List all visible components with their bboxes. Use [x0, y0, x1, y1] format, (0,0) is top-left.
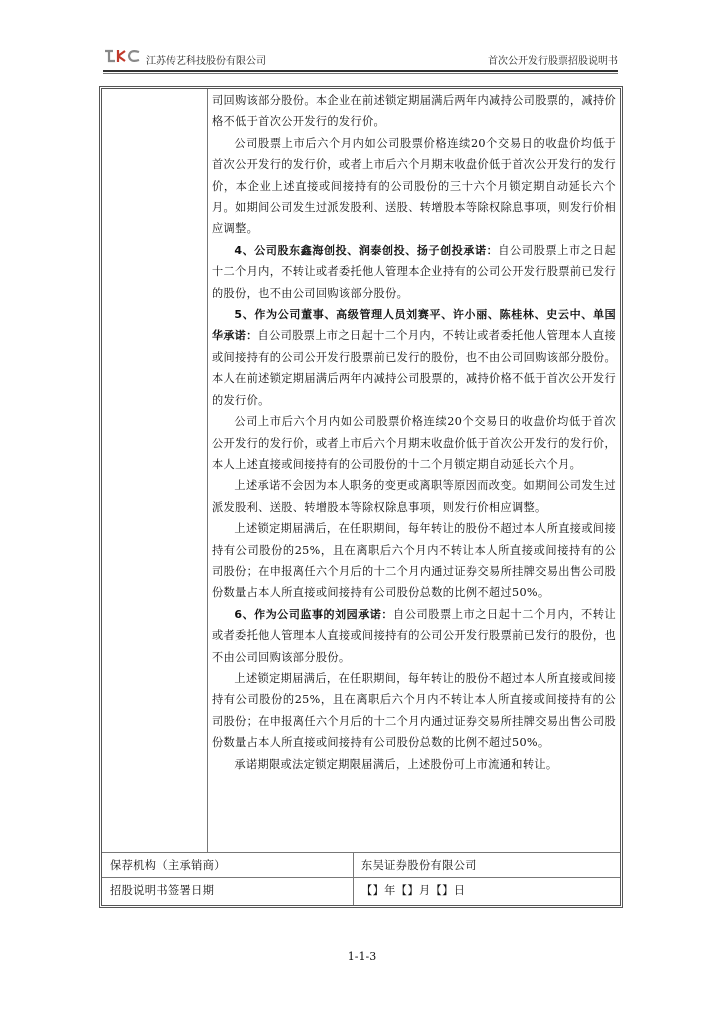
- sponsor-value: 东吴证券股份有限公司: [361, 859, 477, 872]
- paragraph-heading: 4、公司股东鑫海创投、润泰创投、扬子创投承诺：: [234, 243, 499, 257]
- paragraph: 上述锁定期届满后，在任职期间，每年转让的股份不超过本人所直接或间接持有公司股份的25%，且在离职后六个月内不转让本人所直接或间接持有的公司股份；在申报离任六个月后的十二个月内通过证券交易所挂牌交易出售公司股份数量占本人所直接或间接持有公司股份总数的比例不超过50%。: [212, 671, 616, 750]
- sign-date-value: 【】年【】月【】日: [361, 884, 466, 897]
- table-column-divider: [207, 89, 208, 852]
- sign-date-label: 招股说明书签署日期: [110, 884, 215, 897]
- header-rule-thin: [103, 73, 618, 74]
- header-rule-thick: [103, 70, 618, 72]
- commitment-text: [212, 90, 616, 775]
- paragraph: 公司股票上市后六个月内如公司股票价格连续20个交易日的收盘价均低于首次公开发行的发行价，或者上市后六个月期末收盘价低于首次公开发行的发行价，本企业上述直接或间接持有的公司股份的三十六个月锁定期自动延长六个月。如期间公司发生过派发股利、送股、转增股本等除权除息事项，则发行价相应调整。: [212, 136, 616, 236]
- paragraph-heading: 6、作为公司监事的刘园承诺：: [234, 607, 393, 621]
- paragraph: 上述锁定期届满后，在任职期间，每年转让的股份不超过本人所直接或间接持有公司股份的25%，且在离职后六个月内不转让本人所直接或间接持有的公司股份；在申报离任六个月后的十二个月内通过证券交易所挂牌交易出售公司股份数量占本人所直接或间接持有公司股份总数的比例不超过50%。: [212, 522, 616, 600]
- paragraph-heading: 5、作为公司董事、高级管理人员刘赛平、许小丽、陈桂林、史云中、单国华承诺：: [212, 308, 616, 343]
- table-column-divider: [353, 852, 354, 905]
- paragraph: [212, 604, 616, 668]
- company-name: 江苏传艺科技股份有限公司: [146, 56, 266, 67]
- paragraph-body: 自公司股票上市之日起十二个月内，不转让或者委托他人管理本企业持有的公司公开发行股票前已发行的股份，也不由公司回购该部分股份。: [212, 243, 616, 300]
- table-row-divider: [102, 852, 620, 853]
- page-header: [103, 44, 618, 70]
- paragraph-body: 自公司股票上市之日起十二个月内，不转让或者委托他人管理本人直接或间接持有的公司公开发行股票前已发行的股份，也不由公司回购该部分股份。本人在前述锁定期届满后两年内减持公司股票的，减持价格不低于首次公开发行的发行价。: [212, 329, 616, 407]
- paragraph-body: 自公司股票上市之日起十二个月内，不转让或者委托他人管理本人直接或间接持有的公司公开发行股票前已发行的股份，也不由公司回购该部分股份。: [212, 607, 616, 664]
- document-title: 首次公开发行股票招股说明书: [488, 56, 618, 67]
- table-row-divider: [102, 877, 620, 878]
- paragraph: 司回购该部分股份。本企业在前述锁定期届满后两年内减持公司股票的，减持价格不低于首次公开发行的发行价。: [212, 94, 616, 129]
- page-number: 1-1-3: [347, 950, 377, 963]
- paragraph: 上述承诺不会因为本人职务的变更或离职等原因而改变。如期间公司发生过派发股利、送股、转增股本等除权除息事项，则发行价相应调整。: [212, 479, 616, 514]
- company-logo-icon: [103, 48, 143, 64]
- paragraph: [212, 304, 616, 411]
- paragraph: [212, 240, 616, 304]
- sponsor-label: 保荐机构（主承销商）: [110, 859, 226, 872]
- paragraph: 公司上市后六个月内如公司股票价格连续20个交易日的收盘价均低于首次公开发行的发行价，或者上市后六个月期末收盘价低于首次公开发行的发行价，本人上述直接或间接持有的公司股份的十二个月锁定期自动延长六个月。: [212, 415, 616, 471]
- paragraph: 承诺期限或法定锁定期限届满后，上述股份可上市流通和转让。: [234, 757, 558, 771]
